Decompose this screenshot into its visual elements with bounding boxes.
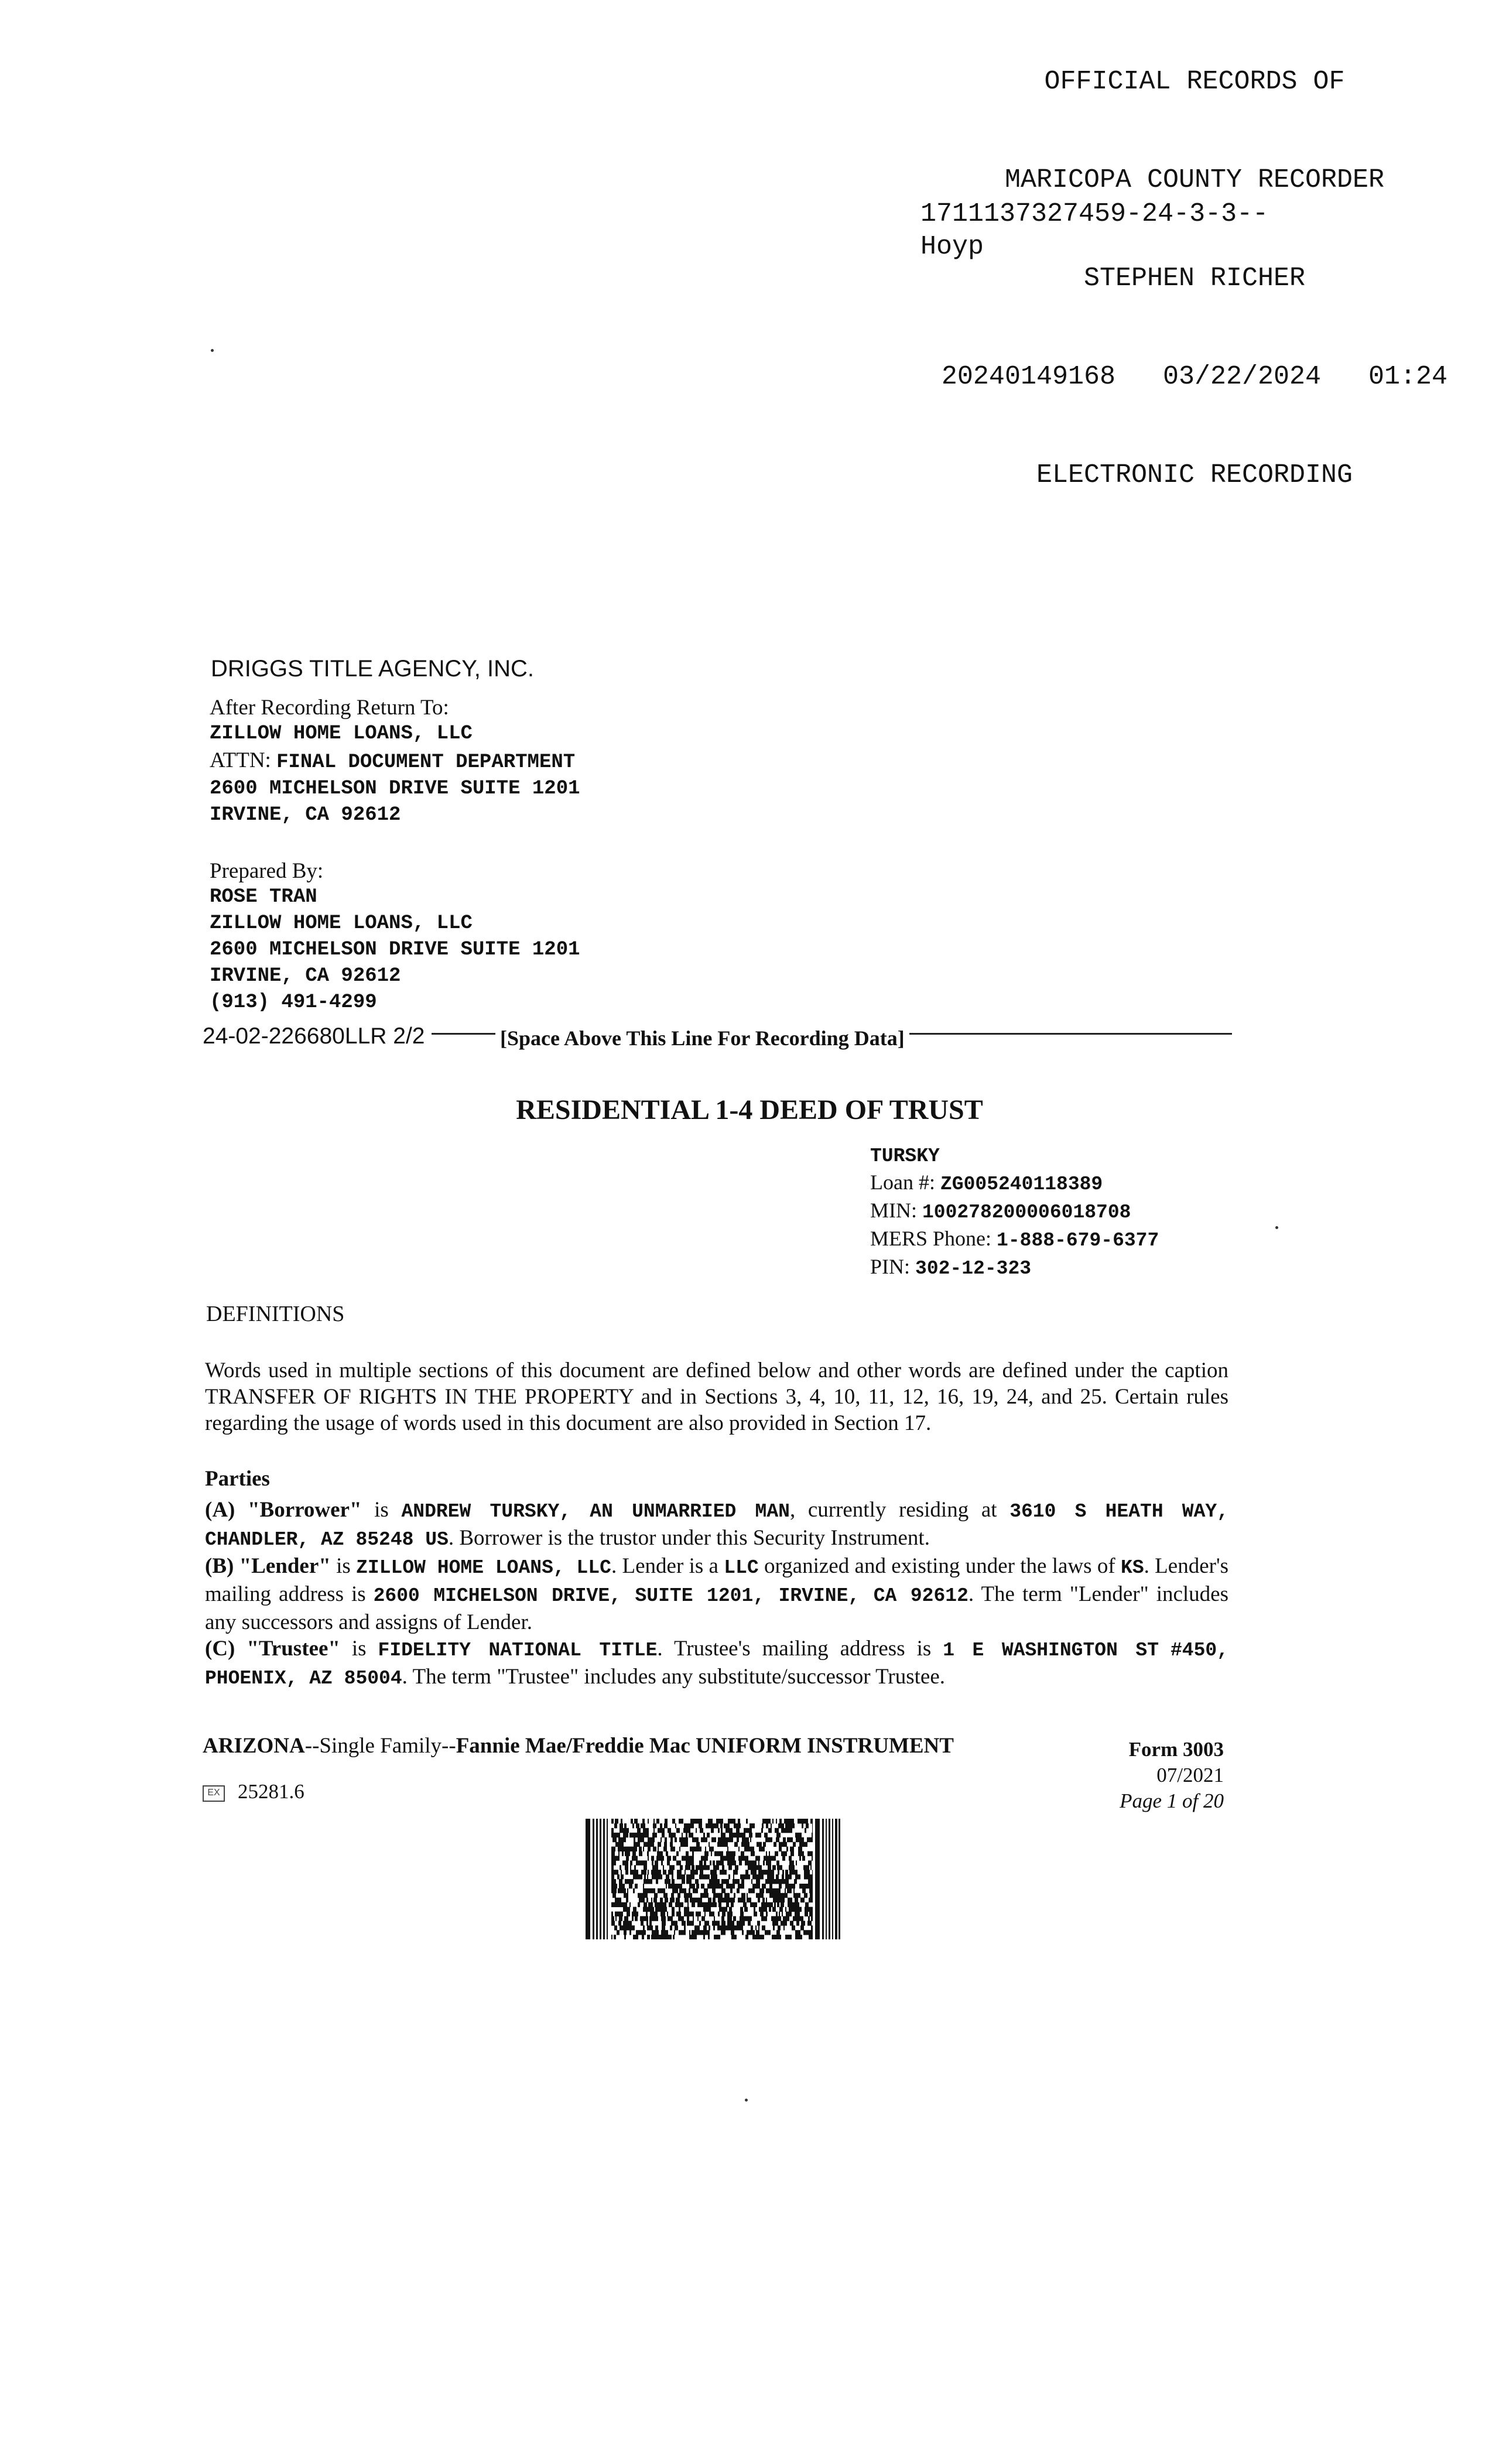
borrower-trustor-note: . Borrower is the trustor under this Security Instrument. [448,1526,930,1550]
loan-number: ZG005240118389 [940,1173,1103,1195]
attn-value: FINAL DOCUMENT DEPARTMENT [276,751,576,774]
min-label: MIN: [870,1199,917,1222]
borrower-surname: TURSKY [870,1145,940,1167]
borrower-is: is [361,1498,402,1522]
lender-is: is [330,1554,357,1578]
trustee-term: (C) "Trustee" [205,1637,340,1661]
min-row [870,1197,1159,1226]
return-to-attn-row [210,747,580,776]
prepared-by-label: Prepared By: [210,859,324,883]
mers-phone-label: MERS Phone: [870,1227,992,1250]
footer-instrument: Fannie Mae/Freddie Mac UNIFORM INSTRUMENT [456,1734,954,1758]
preparer-street: 2600 MICHELSON DRIVE SUITE 1201 [210,939,580,961]
mers-phone: 1-888-679-6377 [997,1230,1159,1251]
borrower-name: ANDREW TURSKY, AN UNMARRIED MAN [401,1501,790,1522]
min-number: 100278200006018708 [922,1202,1131,1223]
file-number: 24-02-226680LLR 2/2 [203,1024,432,1049]
stamp-line-5: ELECTRONIC RECORDING [1036,460,1353,490]
form-info [1042,1737,1224,1814]
stamp-line-2: MARICOPA COUNTY RECORDER [1004,165,1385,195]
title-agency: DRIGGS TITLE AGENCY, INC. [211,656,534,682]
pin-row [870,1254,1159,1282]
lender-laws-of: organized and existing under the laws of [758,1554,1121,1578]
return-to-label: After Recording Return To: [210,696,449,720]
trustee-address-city: #450, PHOENIX, AZ 85004 [205,1640,1228,1689]
borrower-term: (A) "Borrower" [205,1498,362,1522]
trustee-name: FIDELITY NATIONAL TITLE [378,1640,658,1661]
return-to-name: ZILLOW HOME LOANS, LLC [210,723,473,745]
lender-successors-note: . The term "Lender" includes any successors and assigns of Lender. [205,1582,1228,1634]
return-to-street: 2600 MICHELSON DRIVE SUITE 1201 [210,778,580,800]
recorder-doc-id [920,198,1268,263]
parties-paragraph [205,1497,1228,1692]
parties-heading: Parties [205,1467,270,1491]
stamp-line-1: OFFICIAL RECORDS OF [1044,67,1345,97]
scan-speck [745,2099,748,2102]
preparer-city: IRVINE, CA 92612 [210,965,401,987]
footer-state: ARIZONA [203,1734,305,1758]
loan-number-row [870,1169,1159,1197]
lender-entity-type: LLC [724,1557,759,1579]
lender-mailing-label: . Lender's mailing address is [205,1554,1229,1606]
form-code-value: 25281.6 [238,1780,304,1803]
loan-number-label: Loan #: [870,1171,935,1194]
lender-is-a: . Lender is a [611,1554,724,1578]
trustee-mailing-label: . Trustee's mailing address is [657,1637,943,1661]
return-to-city: IRVINE, CA 92612 [210,804,401,826]
form-number: Form 3003 [1128,1738,1224,1761]
prepared-by-block [210,858,580,1016]
definitions-heading: DEFINITIONS [206,1302,345,1326]
scan-speck [211,349,214,352]
lender-address: 2600 MICHELSON DRIVE, SUITE 1201, IRVINE, CA 92612 [373,1585,968,1607]
space-above-note: [Space Above This Line For Recording Data] [495,1026,909,1050]
pin-number: 302-12-323 [915,1258,1032,1279]
pin-label: PIN: [870,1255,911,1278]
party-trustee [205,1635,1228,1692]
trustee-address-street: 1 E WASHINGTON ST [943,1640,1159,1661]
loan-info-block [870,1143,1159,1282]
return-to-block [210,694,580,829]
party-borrower [205,1497,1228,1553]
borrower-residing: , currently residing at [789,1498,1010,1522]
document-title-text: RESIDENTIAL 1-4 DEED OF TRUST [516,1094,983,1125]
footer-desc: --Single Family-- [304,1734,456,1758]
preparer-name: ROSE TRAN [210,886,317,908]
lender-term: (B) "Lender" [205,1554,331,1578]
ellie-mae-icon: EX [203,1785,225,1802]
stamp-line-4: 20240149168 03/22/2024 01:24 [941,362,1448,392]
preparer-company: ZILLOW HOME LOANS, LLC [210,912,473,935]
lender-name: ZILLOW HOME LOANS, LLC [356,1557,611,1579]
trustee-is: is [340,1637,378,1661]
stamp-line-3: STEPHEN RICHER [1083,263,1306,293]
party-lender [205,1553,1228,1635]
attn-label: ATTN: [210,748,271,772]
scan-speck [1275,1226,1278,1229]
doc-code: 1711137327459-24-3-3-- [920,199,1269,229]
form-footer-left [203,1733,954,1758]
pdf417-barcode-icon [586,1819,841,1939]
definitions-intro: Words used in multiple sections of this document are defined below and other words are defined under the caption TRANSFER OF RIGHTS IN THE PROPERTY and in Sections 3, 4, 10, 11, 12, 16, 19, 24, and 25. Certain rules regarding the usage of words used in this document are also provided in Section 17. [205,1358,1228,1435]
form-code [203,1780,304,1803]
preparer-phone: (913) 491-4299 [210,991,377,1014]
recorder-initials: Hoyp [920,232,984,262]
mers-phone-row [870,1226,1159,1254]
form-date: 07/2021 [1156,1764,1224,1787]
lender-state: KS [1121,1557,1144,1579]
page-indicator: Page 1 of 20 [1120,1789,1224,1812]
borrower-address: 3610 S HEATH WAY, CHANDLER, AZ 85248 US [205,1501,1229,1551]
document-title [0,1094,1499,1126]
trustee-substitute-note: . The term "Trustee" includes any substitute/successor Trustee. [402,1665,946,1689]
